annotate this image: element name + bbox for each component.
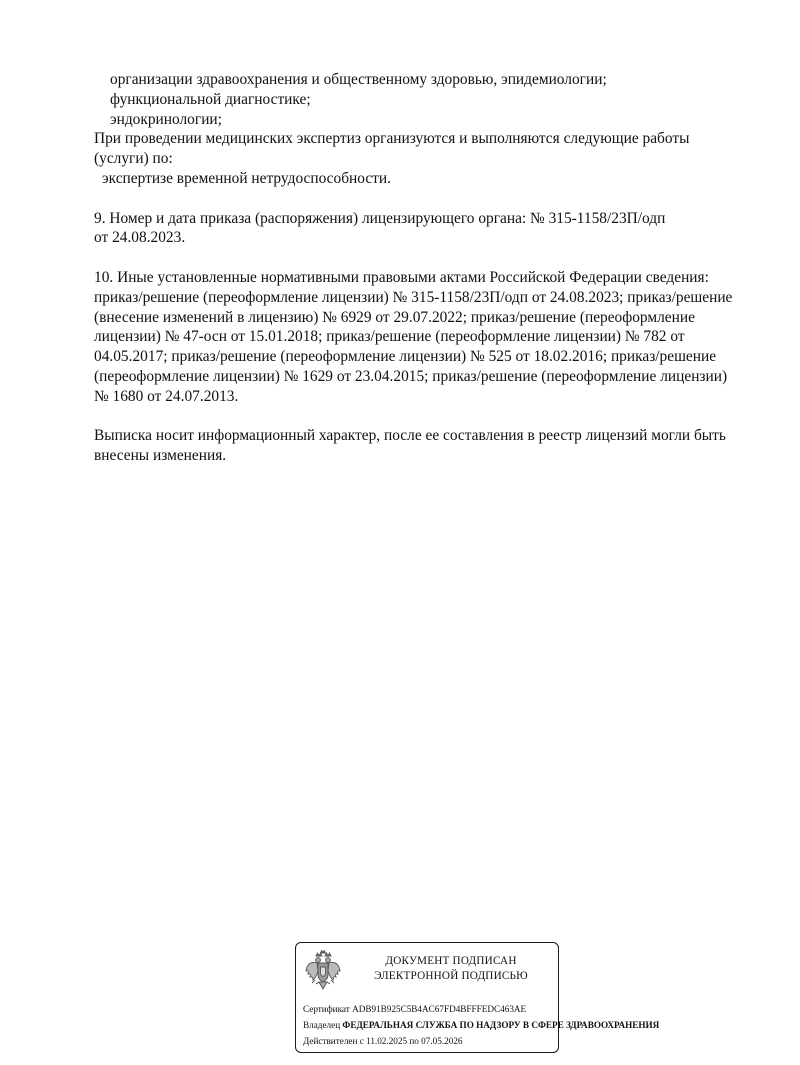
electronic-signature-stamp (295, 942, 660, 1053)
paragraph-gap (94, 407, 764, 427)
text-line: лицензии) № 47-осн от 15.01.2018; приказ/решение (переоформление лицензии) № 782 от (94, 328, 685, 346)
section-10-other-info (94, 268, 764, 407)
owner-row (303, 1017, 660, 1033)
text-line: 10. Иные установленные нормативными правовыми актами Российской Федерации сведения: (94, 268, 709, 286)
text-line: (услуги) по: (94, 150, 173, 168)
paragraph-gap (94, 248, 764, 268)
owner-label: Владелец (303, 1020, 341, 1031)
text-line: Выписка носит информационный характер, после ее составления в реестр лицензий могли быть (94, 427, 726, 445)
document-body (94, 70, 764, 466)
certificate-label: Сертификат (303, 1004, 350, 1014)
text-line: от 24.08.2023. (94, 229, 186, 247)
text-line: организации здравоохранения и общественному здоровью, эпидемиологии; (110, 71, 607, 88)
text-line: внесены изменения. (94, 447, 227, 465)
text-line: приказ/решение (переоформление лицензии) № 315-1158/23П/одп от 24.08.2023; приказ/решение (94, 288, 733, 306)
text-line: (переоформление лицензии) № 1629 от 23.04.2015; приказ/решение (переоформление лицензии) (94, 367, 728, 385)
paragraph-gap (94, 189, 764, 209)
section-9-order-number (94, 209, 764, 249)
certificate-row (303, 1001, 603, 1017)
stamp-info (303, 1001, 660, 1050)
text-line: экспертизе временной нетрудоспособности. (102, 169, 391, 187)
stamp-title-line: ЭЛЕКТРОННОЙ ПОДПИСЬЮ (374, 969, 528, 982)
text-line: 9. Номер и дата приказа (распоряжения) лицензирующего органа: № 315-1158/23П/одп (94, 209, 666, 227)
disclaimer (94, 426, 764, 466)
text-line: 04.05.2017; приказ/решение (переоформление лицензии) № 525 от 18.02.2016; приказ/решение (94, 348, 717, 366)
text-line: эндокринологии; (110, 110, 222, 128)
text-line: При проведении медицинских экспертиз организуются и выполняются следующие работы (94, 130, 690, 148)
text-line: функциональной диагностике; (110, 90, 311, 108)
stamp-title (346, 954, 556, 983)
validity-row: Действителен с 11.02.2025 по 07.05.2026 (303, 1036, 463, 1047)
owner-value: ФЕДЕРАЛЬНАЯ СЛУЖБА ПО НАДЗОРУ В СФЕРЕ ЗДРАВООХРАНЕНИЯ (342, 1020, 660, 1031)
russian-coat-of-arms-icon (304, 949, 342, 993)
text-line: (внесение изменений в лицензию) № 6929 от 29.07.2022; приказ/решение (переоформление (94, 308, 695, 326)
certificate-value: ADB91B925C5B4AC67FD4BFFFEDC463AE (352, 1004, 527, 1014)
text-line: № 1680 от 24.07.2013. (94, 387, 239, 405)
stamp-title-line: ДОКУМЕНТ ПОДПИСАН (385, 955, 517, 967)
